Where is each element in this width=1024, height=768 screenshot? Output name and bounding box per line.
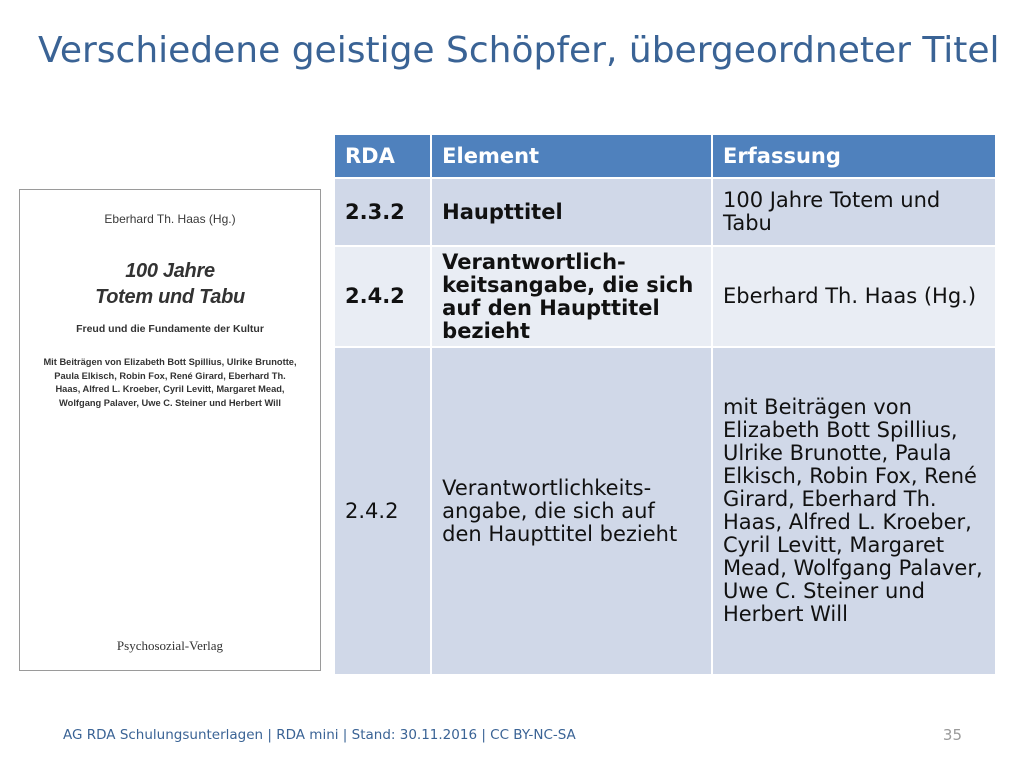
- cell-rda: 2.4.2: [334, 347, 431, 675]
- cover-title: [20, 258, 320, 310]
- cell-erfassung: 100 Jahre Totem und Tabu: [712, 178, 996, 246]
- page-number: 35: [942, 726, 962, 744]
- cover-title-line-1: 100 Jahre: [125, 260, 215, 282]
- header-rda: RDA: [334, 134, 431, 178]
- cell-rda: 2.3.2: [334, 178, 431, 246]
- cell-element: Verantwortlichkeits-angabe, die sich auf den Haupttitel bezieht: [431, 347, 712, 675]
- footer-text: AG RDA Schulungsunterlagen | RDA mini | Stand: 30.11.2016 | CC BY-NC-SA: [63, 727, 576, 743]
- cell-element: Haupttitel: [431, 178, 712, 246]
- slide-title: Verschiedene geistige Schöpfer, übergeordneter Titel: [38, 30, 1000, 71]
- header-element: Element: [431, 134, 712, 178]
- cover-editor: Eberhard Th. Haas (Hg.): [104, 212, 236, 226]
- book-cover-image: [19, 189, 321, 671]
- cover-title-line-2: Totem und Tabu: [95, 286, 245, 308]
- rda-table: [333, 133, 997, 676]
- cover-contributors: Mit Beiträgen von Elizabeth Bott Spillius, Ulrike Brunotte, Paula Elkisch, Robin Fox, René Girard, Eberhard Th. Haas, Alfred L. Kroeber, Cyril Levitt, Margaret Mead, Wolfgang Palaver, Uwe C. Steiner und Herbert Will: [43, 357, 297, 408]
- cell-erfassung: mit Beiträgen von Elizabeth Bott Spillius, Ulrike Brunotte, Paula Elkisch, Robin Fox, René Girard, Eberhard Th. Haas, Alfred L. Kroeber, Cyril Levitt, Margaret Mead, Wolfgang Palaver, Uwe C. Steiner und Herbert Will: [712, 347, 996, 675]
- table-row: [334, 178, 996, 246]
- cell-rda: 2.4.2: [334, 246, 431, 347]
- cell-erfassung: Eberhard Th. Haas (Hg.): [712, 246, 996, 347]
- cover-publisher: Psychosozial-Verlag: [116, 638, 224, 653]
- table-header-row: [334, 134, 996, 178]
- cell-element: Verantwortlich-keitsangabe, die sich auf den Haupttitel bezieht: [431, 246, 712, 347]
- table-row: [334, 347, 996, 675]
- header-erfassung: Erfassung: [712, 134, 996, 178]
- cover-subtitle: Freud und die Fundamente der Kultur: [76, 323, 264, 335]
- table-row: [334, 246, 996, 347]
